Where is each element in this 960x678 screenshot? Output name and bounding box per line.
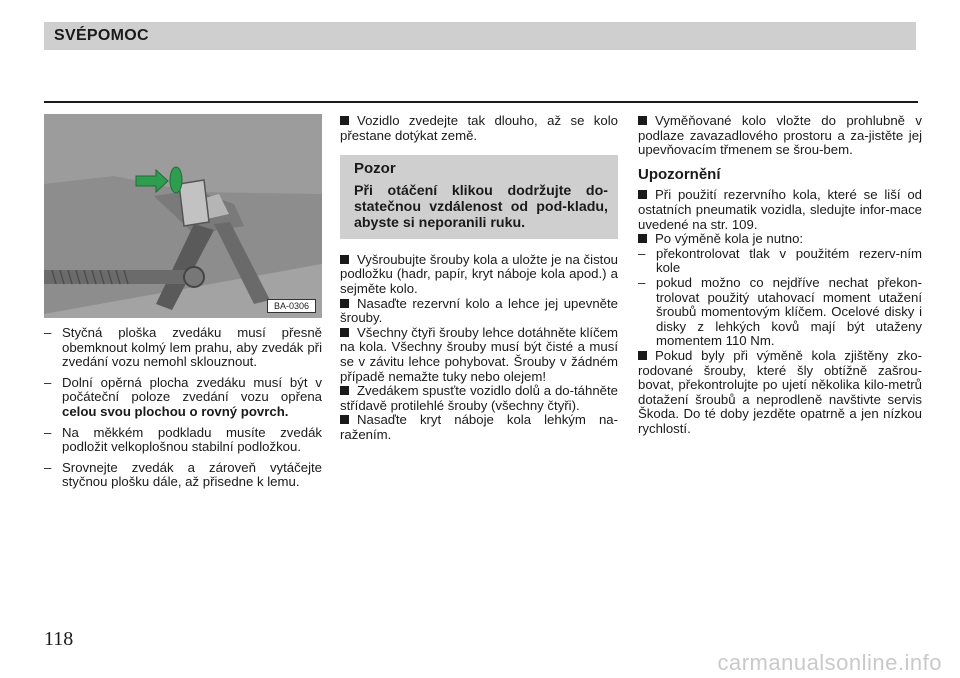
list-item: – Styčná ploška zvedáku musí přesně obemknout kolmý lem prahu, aby zvedák při zvedání vozu nemohl sklouznout. <box>44 325 322 370</box>
bullet-paragraph: Vyměňované kolo vložte do prohlubně v podlaze zavazadlového prostoru a za-jistěte jej upevňovacím třmenem se šrou-bem. <box>638 113 922 158</box>
bullet-square-icon <box>340 299 349 308</box>
bullet-square-icon <box>340 386 349 395</box>
bullet-square-icon <box>638 351 647 360</box>
list-item: – pokud možno co nejdříve nechat překon-trolovat použitý utahovací moment utažení šroubů momentovým klíčem. Ocelové disky i disky z lehkých kovů mají být utaženy momentem 110 Nm. <box>638 274 922 349</box>
bullet-square-icon <box>340 116 349 125</box>
bullet-square-icon <box>340 255 349 264</box>
bullet-paragraph: Nasaďte rezervní kolo a lehce jej upevněte šrouby. <box>340 295 618 326</box>
notice-heading: Upozornění <box>638 165 721 183</box>
jack-drawing <box>44 114 322 318</box>
list-item: – překontrolovat tlak v použitém rezerv-ním kole <box>638 245 922 276</box>
bullet-paragraph: Vyšroubujte šrouby kola a uložte je na čistou podložku (hadr, papír, kryt náboje kola apod.) a sejměte kolo. <box>340 251 618 296</box>
column-left <box>44 326 322 496</box>
figure-label: BA-0306 <box>267 299 316 313</box>
list-item: – Dolní opěrná plocha zvedáku musí být v počáteční poloze zvedání vozu opřena celou svou plochou o rovný povrch. <box>44 374 322 419</box>
bullet-paragraph: Pokud byly při výměně kola zjištěny zko-rodované šrouby, které šly obtížně zašrou-bovat, překontrolujte po ujetí několika kilo-metrů dotažení šroubů a neprodleně navštivte servis Škoda. Do té doby jezděte opatrně a jen nízkou rychlostí. <box>638 347 922 436</box>
list-item: – Srovnejte zvedák a zároveň vytáčejte styčnou plošku dále, až přisedne k lemu. <box>44 459 322 490</box>
warning-text: Při otáčení klikou dodržujte do-statečnou vzdálenost od pod-kladu, abyste si neporanili ruku. <box>354 182 608 231</box>
bullet-square-icon <box>638 190 647 199</box>
bullet-paragraph: Všechny čtyři šrouby lehce dotáhněte klíčem na kola. Všechny šrouby musí být čisté a musí se v závitu lehce pohybovat. Šrouby v žádném případě nemažte tuky nebo olejem! <box>340 324 618 384</box>
section-header-bar <box>44 22 916 50</box>
bullet-square-icon <box>638 234 647 243</box>
bullet-square-icon <box>340 328 349 337</box>
warning-box <box>340 155 618 239</box>
page-number: 118 <box>44 628 74 650</box>
bullet-paragraph: Vozidlo zvedejte tak dlouho, až se kolo přestane dotýkat země. <box>340 113 618 143</box>
section-title: SVÉPOMOC <box>54 27 149 44</box>
bullet-paragraph: Zvedákem spusťte vozidlo dolů a do-táhněte střídavě protilehlé šrouby (všechny čtyři). <box>340 383 618 413</box>
list-item: – Na měkkém podkladu musíte zvedák podložit velkoplošnou stabilní podložkou. <box>44 424 322 455</box>
bullet-square-icon <box>340 415 349 424</box>
bullet-paragraph: Při použití rezervního kola, které se liší od ostatních pneumatik vozidla, sledujte infor-mace uvedené na str. 109. <box>638 187 922 232</box>
bullet-paragraph: Nasaďte kryt náboje kola lehkým na-ražením. <box>340 412 618 442</box>
warning-title: Pozor <box>354 160 396 178</box>
bullet-paragraph: Po výměně kola je nutno: <box>638 232 922 247</box>
horizontal-rule <box>44 101 918 103</box>
column-middle <box>340 114 618 443</box>
column-right <box>638 114 922 436</box>
jack-illustration <box>44 114 322 318</box>
bullet-square-icon <box>638 116 647 125</box>
watermark: carmanualsonline.info <box>717 650 942 675</box>
